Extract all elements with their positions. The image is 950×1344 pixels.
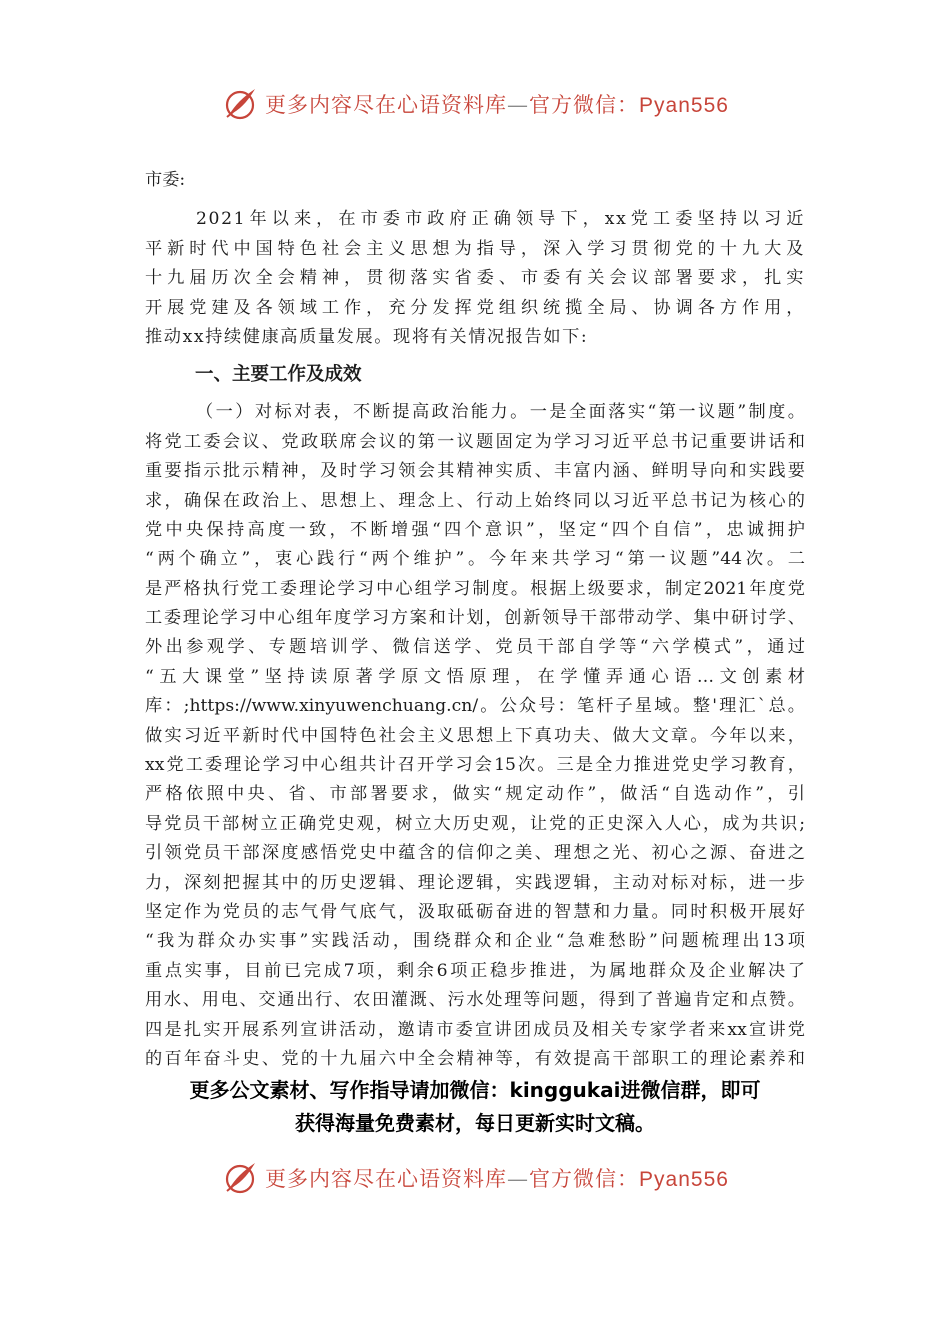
- body-line: 库：;https://www.xinyuwenchuang.cn/。公众号：笔杆子星域。整'理汇`总。: [145, 696, 805, 717]
- body-line: 重点实事，目前已完成7项，剩余6项正稳步推进，为属地群众及企业解决了: [145, 960, 805, 981]
- body-line: 引领党员干部深度感悟党史中蕴含的信仰之美、理想之光、初心之源、奋进之: [145, 843, 805, 864]
- body-line: 的百年奋斗史、党的十九届六中全会精神等，有效提高干部职工的理论素养和: [145, 1048, 805, 1069]
- body-line: 严格依照中央、省、市部署要求，做实“规定动作”，做活“自选动作”，引: [145, 784, 805, 805]
- body-line: 党中央保持高度一致，不断增强“四个意识”，坚定“四个自信”，忠诚拥护: [145, 519, 805, 540]
- body-line: 力，深刻把握其中的历史逻辑、理论逻辑，实践逻辑，主动对标对标，进一步: [145, 872, 805, 893]
- body-line: 坚定作为党员的志气骨气底气，汲取砥砺奋进的智慧和力量。同时积极开展好: [145, 901, 805, 922]
- body-line: 做实习近平新时代中国特色社会主义思想上下真功夫、做大文章。今年以来，: [145, 725, 805, 746]
- body-line: 用水、用电、交通出行、农田灌溉、污水处理等问题，得到了普遍肯定和点赞。: [145, 990, 805, 1011]
- body-line: “我为群众办实事”实践活动，围绕群众和企业“急难愁盼”问题梳理出13项: [145, 931, 805, 952]
- quill-pen-icon: [221, 1159, 259, 1197]
- intro-line: 十九届历次全会精神，贯彻落实省委、市委有关会议部署要求，扎实: [145, 268, 805, 289]
- body-line: （一）对标对表，不断提高政治能力。一是全面落实“第一议题”制度。: [196, 402, 805, 423]
- header-watermark: [0, 82, 950, 126]
- body-line: 外出参观学、专题培训学、微信送学、党员干部自学等“六学模式”，通过: [145, 637, 805, 658]
- promo-line: 获得海量免费素材，每日更新实时文稿。: [295, 1111, 655, 1135]
- body-line: xx党工委理论学习中心组共计召开学习会15次。三是全力推进党史学习教育，: [145, 755, 805, 776]
- quill-pen-icon: [221, 85, 259, 123]
- body-line: 导党员干部树立正确党史观，树立大历史观，让党的正史深入人心，成为共识;: [145, 813, 805, 834]
- body-line: 四是扎实开展系列宣讲活动，邀请市委宣讲团成员及相关专家学者来xx宣讲党: [145, 1019, 805, 1040]
- body-line: 求，确保在政治上、思想上、理念上、行动上始终同以习近平总书记为核心的: [145, 490, 805, 511]
- footer-watermark: [0, 1156, 950, 1200]
- intro-line: 开展党建及各领域工作，充分发挥党组织统揽全局、协调各方作用，: [145, 297, 805, 318]
- salutation: 市委:: [145, 170, 186, 190]
- document-body: [145, 166, 805, 1074]
- body-line: “两个确立”，衷心践行“两个维护”。今年来共学习“第一议题”44次。二: [145, 549, 805, 570]
- section-heading: 一、主要工作及成效: [195, 364, 362, 386]
- watermark-text: 更多内容尽在心语资料库—官方微信：Pyan556: [265, 93, 729, 117]
- intro-line: 平新时代中国特色社会主义思想为指导，深入学习贯彻党的十九大及: [145, 238, 805, 259]
- body-line: 是严格执行党工委理论学习中心组学习制度。根据上级要求，制定2021年度党: [145, 578, 805, 599]
- intro-line: 2021年以来，在市委市政府正确领导下，xx党工委坚持以习近: [196, 209, 805, 230]
- body-line: “五大课堂”坚持读原著学原文悟原理，在学懂弄通心语…文创素材: [145, 666, 805, 687]
- body-line: 工委理论学习中心组年度学习方案和计划，创新领导干部带动学、集中研讨学、: [145, 608, 805, 629]
- watermark-text: 更多内容尽在心语资料库—官方微信：Pyan556: [265, 1167, 729, 1191]
- promo-banner: [0, 1074, 950, 1140]
- body-line: 重要指示批示精神，及时学习领会其精神实质、丰富内涵、鲜明导向和实践要: [145, 461, 805, 482]
- intro-line: 推动xx持续健康高质量发展。现将有关情况报告如下:: [145, 326, 589, 347]
- body-line: 将党工委会议、党政联席会议的第一议题固定为学习习近平总书记重要讲话和: [145, 431, 805, 452]
- promo-line: 更多公文素材、写作指导请加微信：kinggukai进微信群，即可: [189, 1078, 761, 1102]
